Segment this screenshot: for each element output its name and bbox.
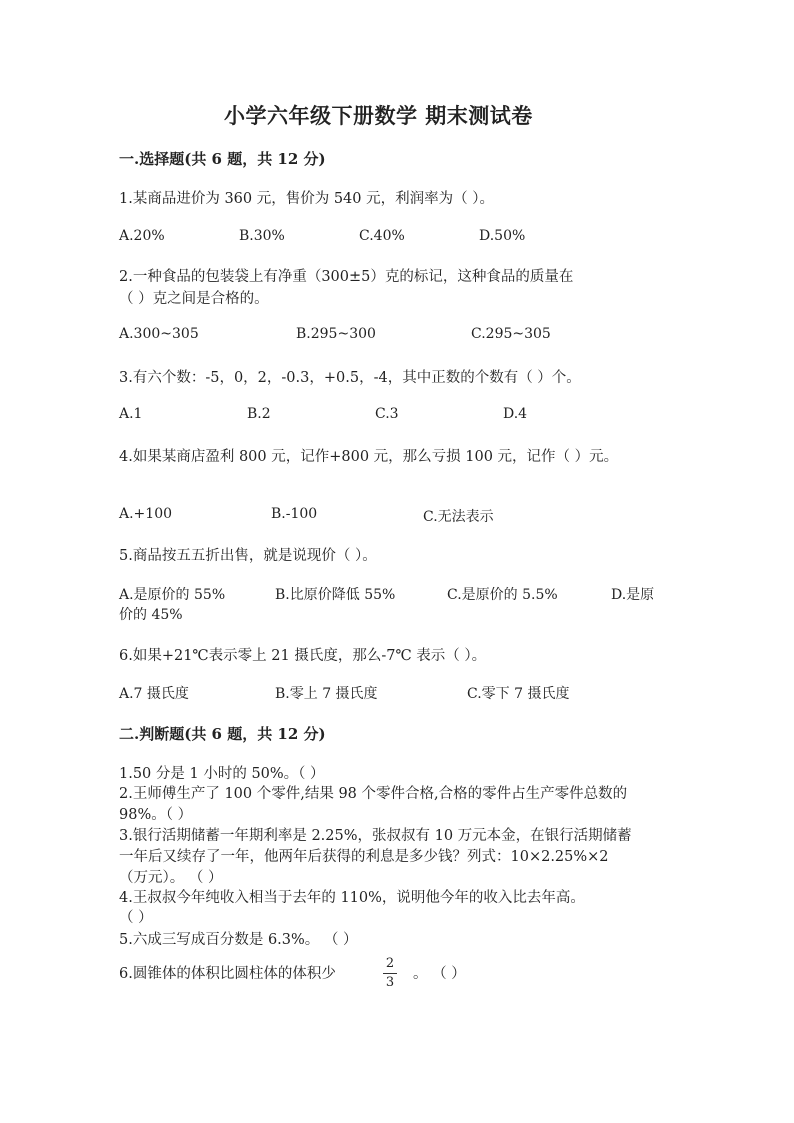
judge-6-tail: 。 （ ） bbox=[413, 966, 466, 982]
q3-option-b: B.2 bbox=[247, 406, 271, 422]
section-heading-judge: 二.判断题(共 6 题，共 12 分) bbox=[119, 725, 326, 743]
question-3: 3.有六个数：-5，0，2，-0.3，+0.5，-4，其中正数的个数有（ ）个。 bbox=[119, 370, 581, 386]
judge-4-line2: （ ） bbox=[119, 910, 153, 926]
q1-option-d: D.50% bbox=[479, 228, 526, 244]
q5-option-d: D.是原 bbox=[611, 587, 655, 603]
judge-3-line3: （万元）。 （ ） bbox=[119, 870, 223, 886]
q3-option-a: A.1 bbox=[119, 406, 143, 422]
judge-5: 5.六成三写成百分数是 6.3%。 （ ） bbox=[119, 932, 358, 948]
q6-option-b: B.零上 7 摄氏度 bbox=[275, 686, 378, 702]
question-1: 1.某商品进价为 360 元，售价为 540 元，利润率为（ ）。 bbox=[119, 191, 494, 207]
judge-3-line1: 3.银行活期储蓄一年期利率是 2.25%，张叔叔有 10 万元本金，在银行活期储蓄 bbox=[119, 828, 632, 844]
judge-3-line2: 一年后又续存了一年，他两年后获得的利息是多少钱？列式：10×2.25%×2 bbox=[119, 849, 609, 865]
question-4: 4.如果某商店盈利 800 元，记作+800 元，那么亏损 100 元，记作（ ）元。 bbox=[119, 449, 619, 465]
question-2-line2: （ ）克之间是合格的。 bbox=[119, 291, 269, 307]
q1-option-c: C.40% bbox=[359, 228, 405, 244]
q4-option-c: C.无法表示 bbox=[423, 509, 494, 525]
question-5: 5.商品按五五折出售，就是说现价（ ）。 bbox=[119, 548, 377, 564]
q5-option-b: B.比原价降低 55% bbox=[275, 587, 396, 603]
q5-option-d-wrap: 价的 45% bbox=[119, 607, 183, 623]
fraction-bar bbox=[383, 973, 397, 974]
q6-option-c: C.零下 7 摄氏度 bbox=[467, 686, 570, 702]
fraction-denominator: 3 bbox=[385, 975, 395, 990]
page-title: 小学六年级下册数学 期末测试卷 bbox=[224, 103, 533, 128]
q3-option-d: D.4 bbox=[503, 406, 528, 422]
judge-6-fraction bbox=[383, 957, 397, 990]
judge-2-line2: 98%。（ ） bbox=[119, 807, 193, 823]
judge-4-line1: 4.王叔叔今年纯收入相当于去年的 110%，说明他今年的收入比去年高。 bbox=[119, 890, 585, 906]
judge-6-text: 6.圆锥体的体积比圆柱体的体积少 bbox=[119, 966, 336, 982]
q4-option-b: B.-100 bbox=[271, 506, 318, 522]
q3-option-c: C.3 bbox=[375, 406, 399, 422]
q6-option-a: A.7 摄氏度 bbox=[119, 686, 189, 702]
q4-option-a: A.+100 bbox=[119, 506, 173, 522]
q1-option-a: A.20% bbox=[119, 228, 165, 244]
judge-2-line1: 2.王师傅生产了 100 个零件,结果 98 个零件合格,合格的零件占生产零件总数的 bbox=[119, 786, 628, 802]
q2-option-c: C.295~305 bbox=[471, 326, 551, 342]
q5-option-a: A.是原价的 55% bbox=[119, 587, 226, 603]
judge-1: 1.50 分是 1 小时的 50%。（ ） bbox=[119, 766, 325, 782]
q2-option-a: A.300~305 bbox=[119, 326, 199, 342]
q2-option-b: B.295~300 bbox=[296, 326, 376, 342]
question-6: 6.如果+21℃表示零上 21 摄氏度，那么-7℃ 表示（ ）。 bbox=[119, 648, 487, 664]
q1-option-b: B.30% bbox=[239, 228, 285, 244]
q5-option-c: C.是原价的 5.5% bbox=[447, 587, 558, 603]
section-heading-choice: 一.选择题(共 6 题，共 12 分) bbox=[119, 150, 326, 168]
question-2-line1: 2.一种食品的包装袋上有净重（300±5）克的标记，这种食品的质量在 bbox=[119, 269, 574, 285]
fraction-numerator: 2 bbox=[385, 956, 395, 971]
